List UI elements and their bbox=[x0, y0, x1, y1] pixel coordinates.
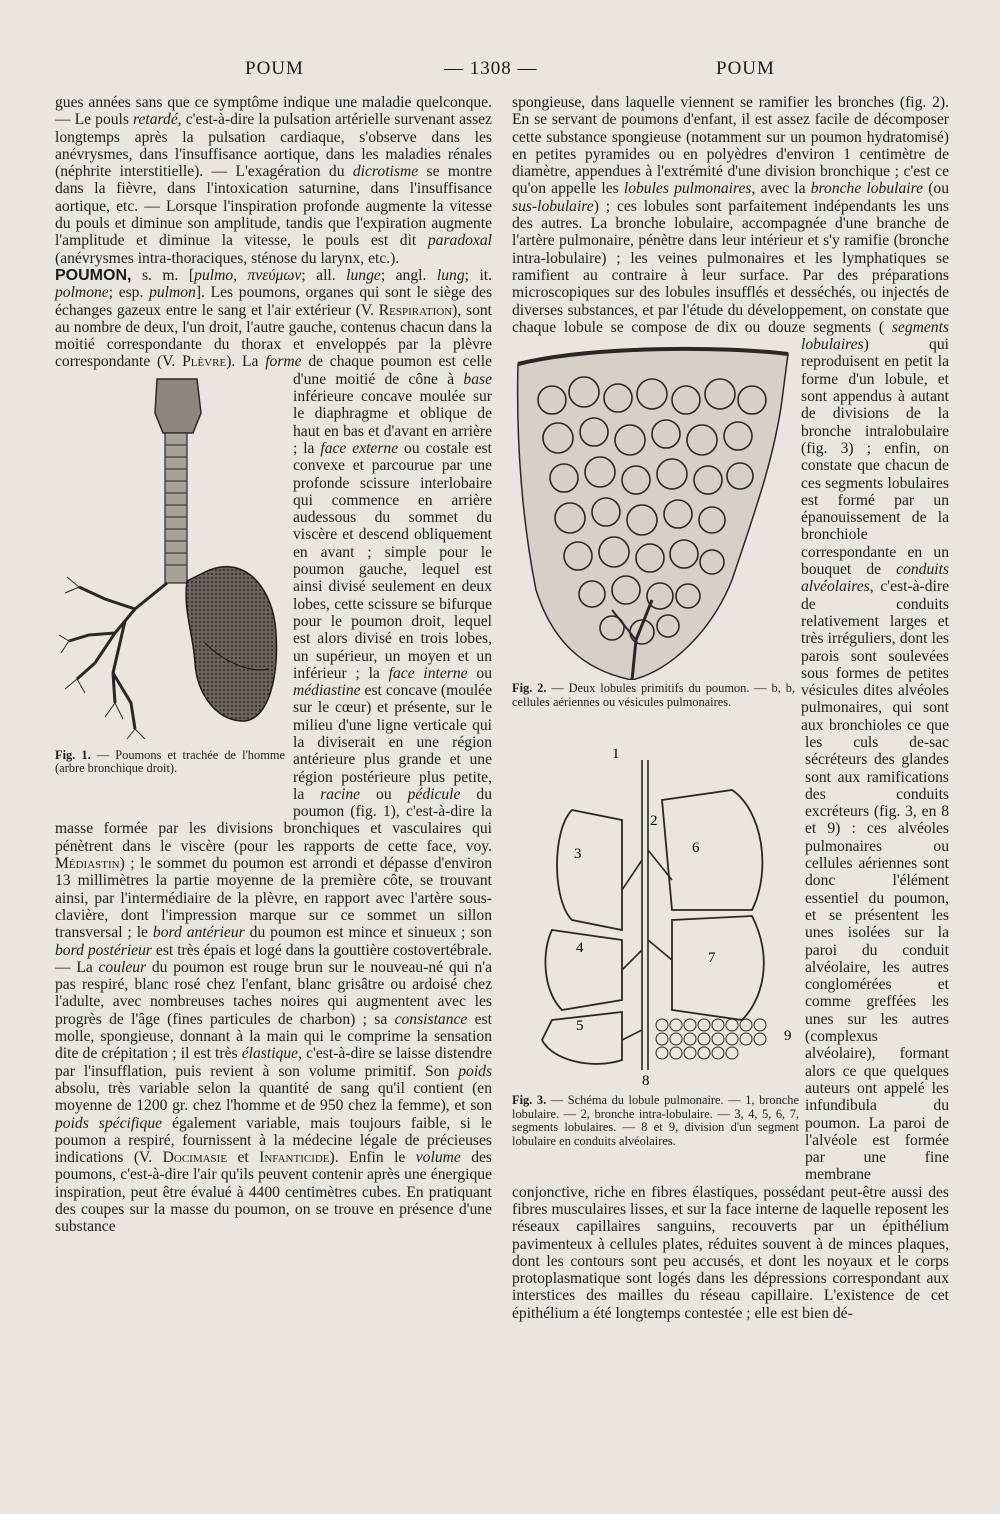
figure-1 bbox=[55, 373, 285, 813]
lobular-segment-3 bbox=[545, 930, 622, 1010]
lobular-segment-1 bbox=[557, 810, 622, 930]
alveolus bbox=[698, 1033, 710, 1045]
alveolus bbox=[698, 1019, 710, 1031]
entry-poumon: POUMON, s. m. [pulmo, πνεύμων; all. lunge; angl. lung; it. polmone; esp. pulmon]. Les poumons, organes qui sont le siège des échanges gazeux entre le sang et l'air extérieur (V. Respiration), sont au nombre de deux, l'un droit, l'autre gauche, contenus chacun dans la moitié correspondante du thorax et enveloppés par la plèvre correspondante (V. Plèvre). La forme de chaque poumon est celle d'une moitié de cône à Fig. 1. — Poumons et trachée de l'homme (arbre bronchique droit). base inférieure concave moulée sur le diaphragme et oblique de haut en bas et d'avant en arrière ; la face externe ou costale est convexe et parcourue par une profonde scissure interlobaire qui commence en arrière audessous du sommet du viscère et descend obliquement en avant ; simple pour le poumon gauche, lequel est ainsi divisé seulement en deux lobes, cette scissure se bifurque pour le poumon droit, lequel est alors divisé en trois lobes, un supérieur, un moyen et un inférieur ; la face interne ou médiastine est concave (moulée sur le cœur) et présente, sur le milieu d'une ligne verticale qui la diviserait en une région antérieure plus grande et une région postérieure plus petite, la racine ou pédicule du poumon (fig. 1), c'est-à-dire la masse formée par les divisions bronchiques et vasculaires qui pénètrent dans le viscère (pour les rapports de cette face, voy. Médiastin) ; le sommet du poumon est arrondi et dépasse d'environ 13 millimètres la partie moyenne de la première côte, se trouvant ainsi, par l'intermédiaire de la plèvre, en rapport avec l'artère sous-clavière, dont l'impression marque sur ce sommet un sillon transversal ; le bord antérieur du poumon est mince et sinueux ; son bord postérieur est très épais et logé dans la gouttière costovertébrale. — La couleur du poumon est rouge brun sur le nouveau-né qui n'a pas respiré, blanc rosé chez l'enfant, blanc grisâtre ou ardoisé chez l'adulte, avec nombreuses taches noires qui augmentent avec les progrès de l'âge (fines particules de charbon) ; sa consistance est molle, spongieuse, donnant à la main qui le comprime la sensation dite de crépitation ; il est très élastique, c'est-à-dire se laisse distendre par l'insufflation, puis revient à son volume primitif. Son poids absolu, très variable selon la quantité de sang qu'il contient (en moyenne de 1200 gr. chez l'homme et de 950 chez la femme), et son poids spécifique également variable, mais toujours faible, si le poumon a respiré, fournissent à la médecine légale de précieuses indications (V. Docimasie et Infanticide). Enfin le volume des poumons, c'est-à-dire l'air qu'ils peuvent contenir après une énergique inspiration, peut être évalué à 4400 centimètres cubes. En pratiquant des coupes sur la masse du poumon, on se trouve en présence d'une substance bbox=[55, 266, 493, 1236]
bronchus-line bbox=[622, 860, 642, 890]
header-left: POUM bbox=[245, 58, 304, 79]
alveolus bbox=[656, 1019, 668, 1031]
bronchus-line bbox=[648, 940, 672, 960]
figure-3-label: 3 bbox=[574, 846, 582, 863]
figure-1-caption: Fig. 1. — Poumons et trachée de l'homme (arbre bronchique droit). bbox=[55, 747, 285, 776]
lungs-trachea-illustration bbox=[55, 373, 285, 743]
entry-headword: POUMON, bbox=[55, 266, 132, 284]
alveolus bbox=[726, 1033, 738, 1045]
alveolus bbox=[740, 1033, 752, 1045]
figure-3-label: 7 bbox=[708, 950, 716, 967]
alveolus bbox=[726, 1047, 738, 1059]
alveolus bbox=[684, 1019, 696, 1031]
alveolus bbox=[670, 1019, 682, 1031]
figure-3-label: 4 bbox=[576, 940, 584, 957]
alveolus bbox=[740, 1019, 752, 1031]
alveolus bbox=[670, 1047, 682, 1059]
alveolus bbox=[670, 1033, 682, 1045]
figure-3-label: 9 bbox=[784, 1028, 792, 1045]
alveolus bbox=[684, 1033, 696, 1045]
figure-3 bbox=[512, 740, 799, 1172]
alveolus bbox=[712, 1019, 724, 1031]
bronchus-line bbox=[622, 950, 642, 970]
alveolus bbox=[684, 1047, 696, 1059]
figure-2-caption: Fig. 2. — Deux lobules primitifs du poumon. — b, b, cellules aériennes ou vésicules pulmonaires. bbox=[512, 681, 796, 709]
left-column bbox=[55, 94, 492, 1236]
running-header bbox=[0, 58, 1000, 88]
alveolus bbox=[726, 1019, 738, 1031]
figure-2 bbox=[512, 340, 795, 730]
alveolus bbox=[712, 1047, 724, 1059]
lobular-segment-4 bbox=[672, 916, 764, 1020]
alveolus bbox=[698, 1047, 710, 1059]
figure-3-label: 6 bbox=[692, 840, 700, 857]
figure-3-label: 5 bbox=[576, 1018, 584, 1035]
figure-3-label: 2 bbox=[650, 813, 658, 830]
figure-3-label: 1 bbox=[612, 746, 620, 763]
lobule-schema-illustration bbox=[512, 740, 799, 1090]
figure-3-caption: Fig. 3. — Schéma du lobule pulmonaire. — 1, bronche lobulaire. — 2, bronche intra-lobulaire. — 3, 4, 5, 6, 7, segments lobulaires. — 8 et 9, division d'un segment lobulaire en conduits alvéolaires. bbox=[512, 1093, 799, 1148]
alveolus bbox=[712, 1033, 724, 1045]
lobular-segment-2 bbox=[662, 790, 762, 910]
page-number: — 1308 — bbox=[444, 58, 538, 79]
figure-3-label: 8 bbox=[642, 1073, 650, 1090]
right-column bbox=[512, 94, 949, 1322]
alveolus bbox=[656, 1033, 668, 1045]
lobules-illustration bbox=[512, 340, 795, 680]
bronchus-line bbox=[622, 1030, 642, 1040]
alveolus bbox=[754, 1019, 766, 1031]
header-right: POUM bbox=[716, 58, 775, 79]
paragraph-lobules: spongieuse, dans laquelle viennent se ramifier les bronches (fig. 2). En se servant de poumons d'enfant, il est assez facile de décomposer cette substance spongieuse (notamment sur un poumon hydratomisé) en petites pyramides ou en polyèdres d'environ 1 centimètre de diamètre, appendues à l'extrémité d'une division bronchique ; c'est ce qu'on appelle les lobules pulmonaires, avec la bronche lobulaire (ou sus-lobulaire) ; ces lobules sont parfaitement indépendants les uns des autres. La bronche lobulaire, accompagnée d'une branche de l'artère pulmonaire, pénètre dans leur intérieur et s'y ramifie (bronche intra-lobulaire) ; les veines pulmonaires et les lymphatiques se ramifient au contraire à leur surface. Par des préparations microscopiques sur des lobules insufflés et desséchés, ou injectés de diverses substances, et par l'étude du développement, on constate que chaque lobule se compose de dix ou douze segments ( Fig. 2. — Deux lobules primitifs du poumon. — b, b, cellules aériennes ou vésicules pulmonaires. segments lobulaires) qui reproduisent en petit la forme d'un lobule, et sont appendus à autant de divisions de la bronche intralobulaire (fig. 3) ; enfin, on constate que chacun de ces segments lobulaires est formé par un épanouissement de la bronchiole correspondante en un bouquet de conduits alvéolaires 1 2 3 6 4 7 5 9 8 Fig. 3. — Schéma du lobule pulmonaire. — 1, bronche lobulaire. — 2, bronche intra-lobulaire. — 3, 4, 5, 6, 7, segments lobulaires. — 8 et 9, division d'un segment lobulaire en conduits alvéolaires. , c'est-à-dire de conduits relativement larges et très irréguliers, dont les parois sont soulevées sous formes de petites vésicules dites alvéoles pulmonaires, qui sont aux bronchioles ce que les culs de-sac sécréteurs des glandes sont aux ramifications des conduits excréteurs (fig. 3, en 8 et 9) : ces alvéoles pulmonaires ou cellules aériennes sont donc l'élément essentiel du poumon, et se présentent les unes isolées sur la paroi du conduit alvéolaire, les autres conglomérées et comme greffées les unes sur les autres (complexus alvéolaire), formant alors ce que quelques auteurs ont appelé les infundibula du poumon. La paroi de l'alvéole est formée par une fine membrane conjonctive, riche en fibres élastiques, possédant peut-être aussi des fibres musculaires lisses, et sur la face interne de laquelle reposent les réseaux capillaires sanguins, recouverts par un épithélium pavimenteux à cellules plates, réduites souvent à de minces plaques, dont les contours sont peu accusés, et dont les noyaux et le corps protoplasmatique sont logés dans les dépressions correspondant aux interstices des mailles du réseau capillaire. L'existence de cet épithélium a été longtemps contestée ; elle est bien dé- bbox=[512, 94, 950, 1322]
alveolus bbox=[656, 1047, 668, 1059]
alveolus bbox=[754, 1033, 766, 1045]
paragraph-pouls: gues années sans que ce symptôme indique une maladie quelconque. — Le pouls retardé, c'est-à-dire la pulsation artérielle survenant assez longtemps après la pulsation cardiaque, s'observe dans les anévrysmes, dans l'insuffisance aortique, dans les maladies rénales (néphrite interstitielle). — L'exagération du dicrotisme se montre dans la fièvre, dans l'intoxication saturnine, dans l'insuffisance aortique, etc. — Lorsque l'inspiration profonde augmente la vitesse du pouls et diminue son amplitude, tandis que l'expiration augmente l'amplitude et diminue la vitesse, le pouls est dit paradoxal (anévrysmes intra-thoraciques, sténose du larynx, etc.). bbox=[55, 94, 493, 267]
